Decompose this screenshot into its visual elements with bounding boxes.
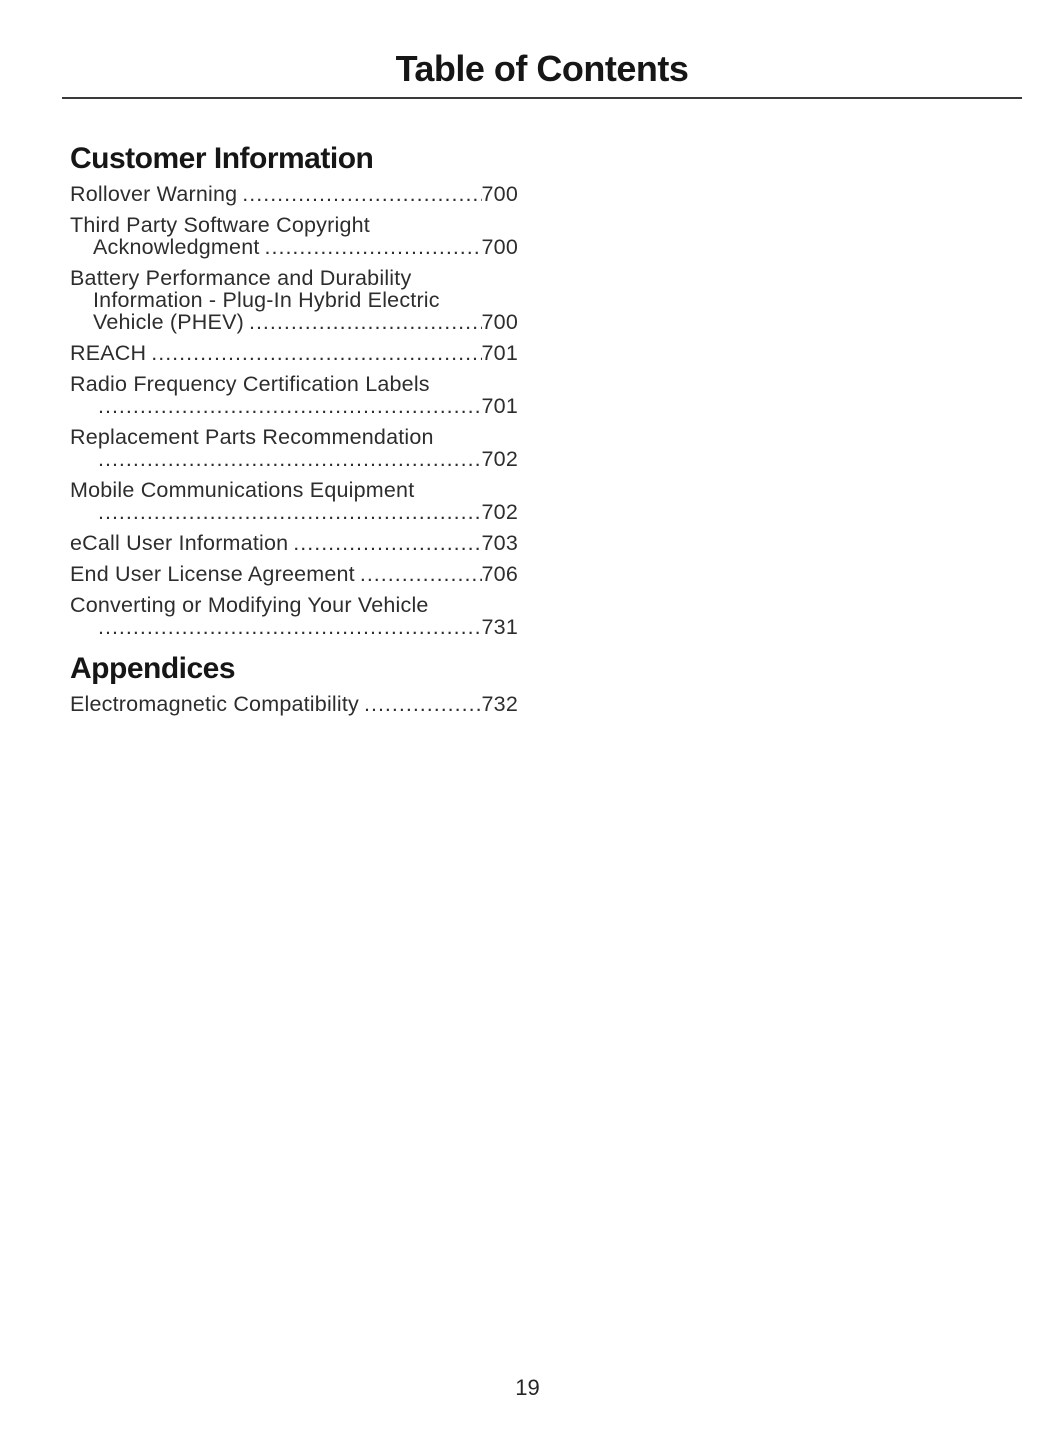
page-title: Table of Contents bbox=[395, 48, 689, 89]
dot-leader bbox=[242, 183, 481, 205]
toc-entry-electromagnetic-compatibility bbox=[70, 693, 518, 715]
toc-line bbox=[70, 532, 518, 554]
toc-entry-rollover-warning bbox=[70, 183, 518, 205]
toc-entry-reach bbox=[70, 342, 518, 364]
toc-entry-page: 732 bbox=[481, 692, 518, 716]
toc-line bbox=[70, 563, 518, 585]
toc-entry-label: eCall User Information bbox=[70, 531, 289, 555]
dot-leader bbox=[98, 395, 482, 417]
dot-leader bbox=[364, 693, 482, 715]
toc-line bbox=[70, 342, 518, 364]
toc-entry-page: 701 bbox=[481, 394, 518, 418]
toc-entry-label: Mobile Communications Equipment bbox=[70, 478, 415, 502]
toc-entry-label: REACH bbox=[70, 341, 147, 365]
toc-entry-page: 731 bbox=[481, 615, 518, 639]
toc-entry-page: 703 bbox=[481, 531, 518, 555]
toc-entry-radio-frequency-certification-labels bbox=[70, 373, 518, 417]
section-heading: Appendices bbox=[70, 652, 236, 685]
toc-line bbox=[70, 183, 518, 205]
dot-leader bbox=[293, 532, 481, 554]
toc-entry-page: 702 bbox=[481, 447, 518, 471]
toc-line bbox=[70, 311, 518, 333]
toc-entry-third-party-software-copyright bbox=[70, 214, 518, 258]
toc-entry-replacement-parts-recommendation bbox=[70, 426, 518, 470]
toc-entry-label: Information - Plug-In Hybrid Electric bbox=[93, 288, 440, 312]
toc-line bbox=[70, 594, 518, 616]
title-rule bbox=[62, 97, 1022, 99]
toc-entry-mobile-communications-equipment bbox=[70, 479, 518, 523]
toc-entry-page: 700 bbox=[481, 310, 518, 334]
toc-entry-label: Radio Frequency Certification Labels bbox=[70, 372, 430, 396]
toc-line bbox=[70, 448, 518, 470]
toc-section-customer-information bbox=[70, 142, 518, 639]
toc-section-appendices bbox=[70, 652, 518, 716]
toc-line bbox=[70, 426, 518, 448]
toc-line bbox=[70, 214, 518, 236]
toc-entry-label: Converting or Modifying Your Vehicle bbox=[70, 593, 429, 617]
toc-entry-label: Third Party Software Copyright bbox=[70, 213, 370, 237]
toc-line bbox=[70, 501, 518, 523]
toc-entry-label: Replacement Parts Recommendation bbox=[70, 425, 434, 449]
toc-entry-page: 700 bbox=[481, 182, 518, 206]
toc-entry-label: End User License Agreement bbox=[70, 562, 355, 586]
section-heading: Customer Information bbox=[70, 142, 374, 175]
toc-line bbox=[70, 479, 518, 501]
toc-entry-page: 700 bbox=[481, 235, 518, 259]
toc-entry-ecall-user-information bbox=[70, 532, 518, 554]
footer-page-number: 19 bbox=[515, 1375, 540, 1400]
dot-leader bbox=[98, 501, 482, 523]
toc-entry-battery-performance bbox=[70, 267, 518, 333]
toc-entry-end-user-license-agreement bbox=[70, 563, 518, 585]
toc-entry-converting-or-modifying-your-vehicle bbox=[70, 594, 518, 638]
toc-entry-page: 702 bbox=[481, 500, 518, 524]
dot-leader bbox=[98, 616, 482, 638]
dot-leader bbox=[249, 311, 482, 333]
toc-line bbox=[70, 289, 518, 311]
toc-entry-label: Battery Performance and Durability bbox=[70, 266, 412, 290]
dot-leader bbox=[265, 236, 482, 258]
toc-entry-label: Rollover Warning bbox=[70, 182, 238, 206]
toc-line bbox=[70, 373, 518, 395]
toc-line bbox=[70, 267, 518, 289]
toc-entry-label: Acknowledgment bbox=[93, 235, 260, 259]
toc-entry-page: 706 bbox=[481, 562, 518, 586]
toc-column bbox=[70, 142, 518, 724]
toc-entry-label: Electromagnetic Compatibility bbox=[70, 692, 359, 716]
toc-entry-label: Vehicle (PHEV) bbox=[93, 310, 244, 334]
dot-leader bbox=[151, 342, 481, 364]
dot-leader bbox=[98, 448, 482, 470]
toc-entry-page: 701 bbox=[481, 341, 518, 365]
toc-line bbox=[70, 395, 518, 417]
toc-line bbox=[70, 693, 518, 715]
dot-leader bbox=[360, 563, 482, 585]
toc-line bbox=[70, 616, 518, 638]
toc-line bbox=[70, 236, 518, 258]
